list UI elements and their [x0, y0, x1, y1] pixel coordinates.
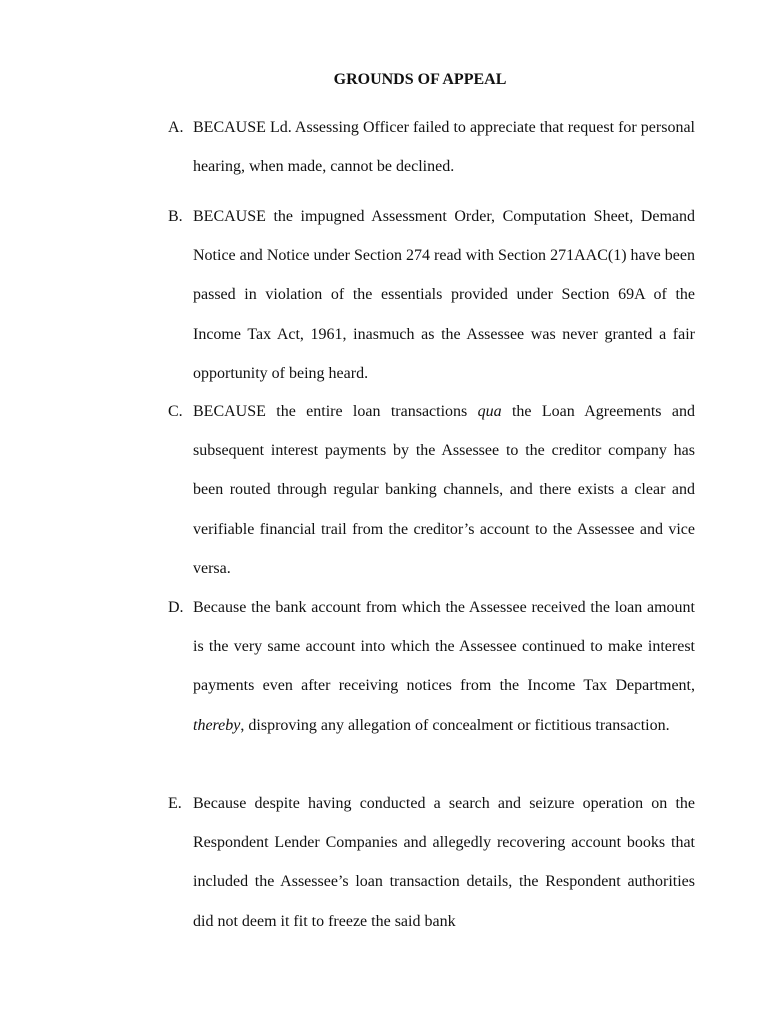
ground-marker: E. [168, 795, 182, 812]
ground-marker: A. [168, 119, 184, 136]
ground-text [193, 392, 695, 588]
ground-c [168, 392, 695, 588]
ground-text [193, 784, 695, 940]
ground-text [193, 588, 695, 745]
ground-text-part: Because the bank account from which the Assessee received the loan amount is the very same account into which the Assessee continued to make interest payments even after receiving notices from the Income Tax Department, [193, 599, 695, 695]
ground-marker: C. [168, 403, 183, 420]
ground-text-italic: qua [477, 403, 502, 420]
ground-d [168, 588, 695, 745]
ground-text-part: BECAUSE the impugned Assessment Order, Computation Sheet, Demand Notice and Notice under Section 274 read with Section 271AAC(1) have been passed in violation of the essentials provided under Section 69A of the Income Tax Act, 1961, inasmuch as the Assessee was never granted a fair opportunity of being heard. [193, 208, 695, 382]
ground-e [168, 784, 695, 940]
ground-a [168, 108, 695, 186]
ground-text [193, 197, 695, 393]
ground-text-italic: thereby [193, 716, 241, 734]
ground-text-part: , disproving any allegation of concealment or fictitious transaction. [240, 716, 670, 734]
ground-text-part: Because despite having conducted a search and seizure operation on the Respondent Lender Companies and allegedly recovering account books that included the Assessee’s loan transaction details, the Respondent authorities did not deem it fit to freeze the said bank [193, 795, 695, 930]
ground-marker: D. [168, 599, 184, 616]
ground-b [168, 197, 695, 393]
ground-text [193, 108, 695, 186]
document-title: GROUNDS OF APPEAL [333, 71, 507, 88]
ground-text-part: the Loan Agreements and subsequent interest payments by the Assessee to the creditor company has been routed through regular banking channels, and there exists a clear and verifiable financial trail from the creditor’s account to the Assessee and vice versa. [193, 403, 695, 577]
ground-text-part: BECAUSE the entire loan transactions [193, 403, 478, 420]
ground-text-part: BECAUSE Ld. Assessing Officer failed to appreciate that request for personal hearing, when made, cannot be declined. [193, 119, 695, 176]
ground-marker: B. [168, 208, 183, 225]
